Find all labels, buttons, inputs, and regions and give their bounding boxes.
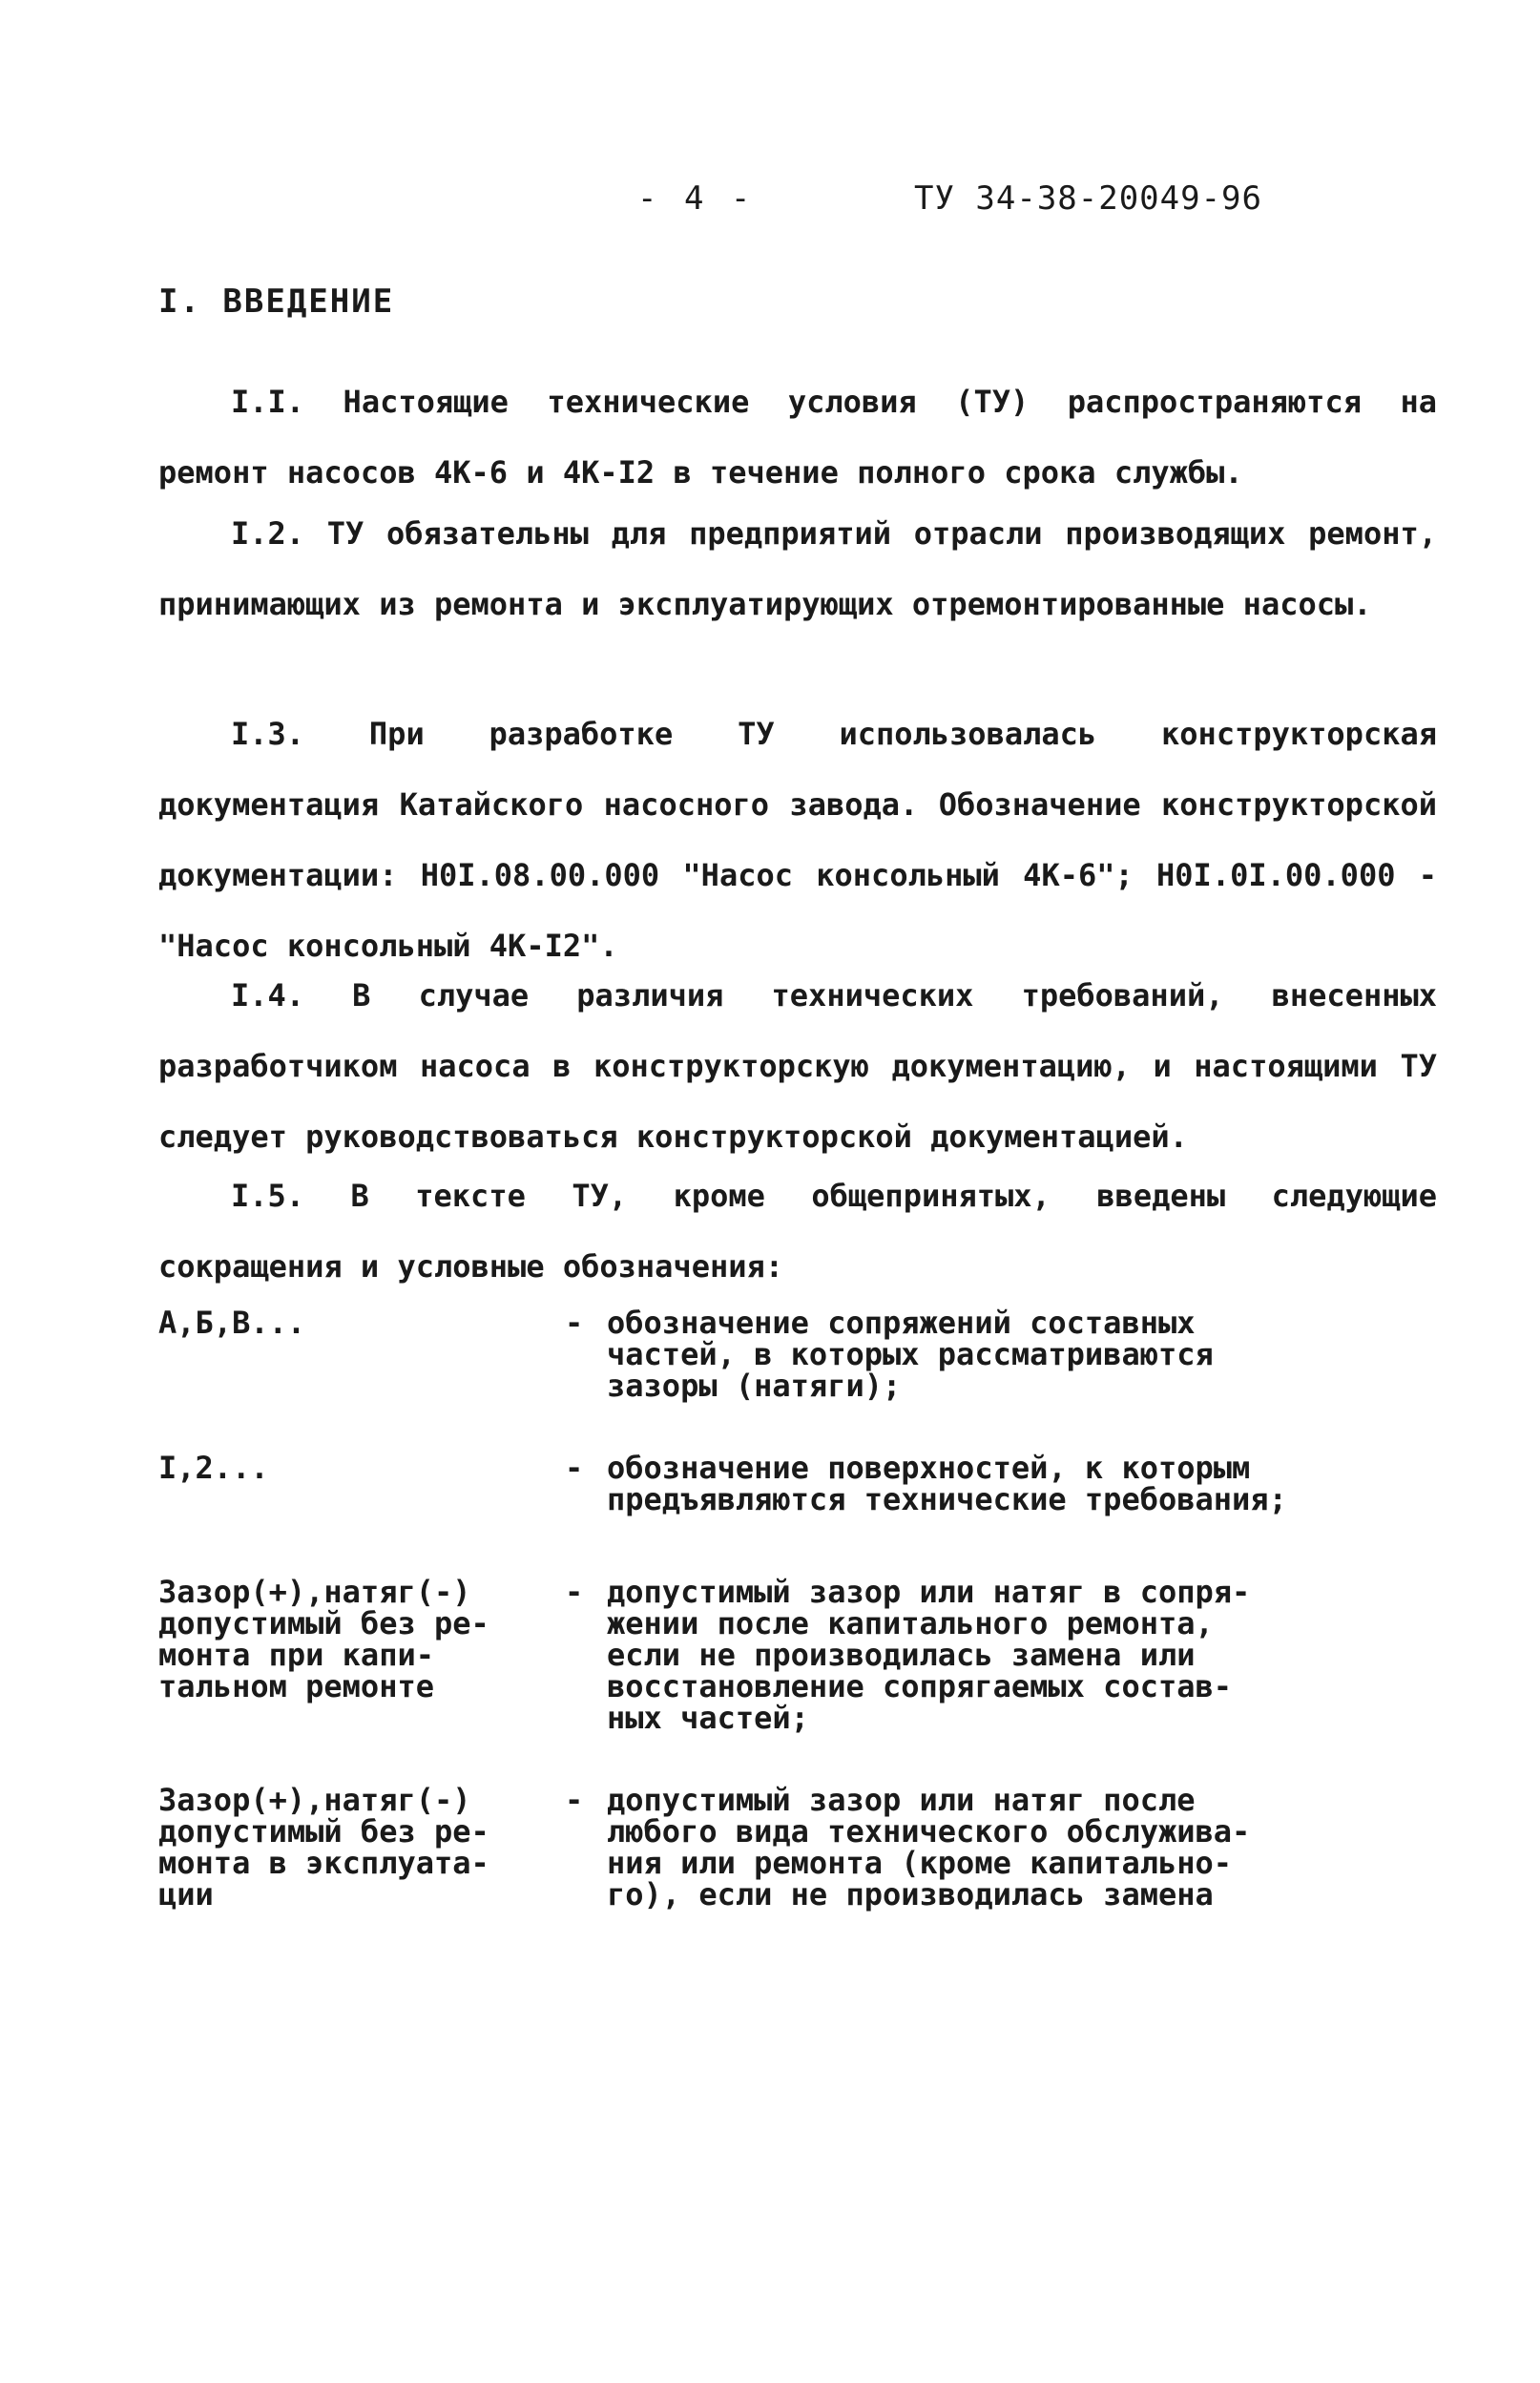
paragraph-1-4: I.4. В случае различия технических требований, внесенных разработчиком насоса в конструкторскую документацию, и настоящими ТУ следует руководствоваться конструкторской документацией.	[158, 977, 1437, 1155]
page-number: - 4 -	[637, 179, 755, 218]
definition-text: допустимый зазор или натяг в сопря- жении после капитального ремонта, если не производилась замена или восстановление сопрягаемых состав- ных частей;	[607, 1574, 1251, 1736]
definition-text: обозначение сопряжений составных частей, в которых рассматриваются зазоры (натяги);	[607, 1305, 1214, 1404]
definition-term: Зазор(+),натяг(-) допустимый без ре- монта при капи- тальном ремонте	[158, 1574, 489, 1704]
paragraph-1-5: I.5. В тексте ТУ, кроме общепринятых, введены следующие сокращения и условные обозначения:	[158, 1178, 1437, 1285]
definition-term: А,Б,В...	[158, 1305, 306, 1341]
definition-text: обозначение поверхностей, к которым предъявляются технические требования;	[607, 1450, 1287, 1517]
definition-term: I,2...	[158, 1450, 269, 1486]
definition-dash: -	[565, 1574, 584, 1610]
paragraph-1-2: I.2. ТУ обязательны для предприятий отрасли производящих ремонт, принимающих из ремонта и эксплуатирующих отремонтированные насосы.	[158, 515, 1437, 622]
document-code: ТУ 34-38-20049-96	[914, 179, 1262, 218]
definition-dash: -	[565, 1782, 584, 1818]
section-title: I. ВВЕДЕНИЕ	[158, 282, 395, 321]
definition-text: допустимый зазор или натяг после любого вида технического обслужива- ния или ремонта (кроме капитально- го), если не производилась замена	[607, 1782, 1251, 1913]
definition-dash: -	[565, 1305, 584, 1341]
paragraph-1-3: I.3. При разработке ТУ использовалась конструкторская документация Катайского насосного завода. Обозначение конструкторской документации: Н0I.08.00.000 "Насос консольный 4К-6"; Н0I.0I.00.000 - "Насос консольный 4К-I2".	[158, 716, 1437, 964]
page-header	[0, 179, 1540, 227]
definition-dash: -	[565, 1450, 584, 1486]
paragraph-1-1: I.I. Настоящие технические условия (ТУ) распространяются на ремонт насосов 4К-6 и 4К-I2 в течение полного срока службы.	[158, 384, 1437, 491]
definition-term: Зазор(+),натяг(-) допустимый без ре- монта в эксплуата- ции	[158, 1782, 489, 1913]
